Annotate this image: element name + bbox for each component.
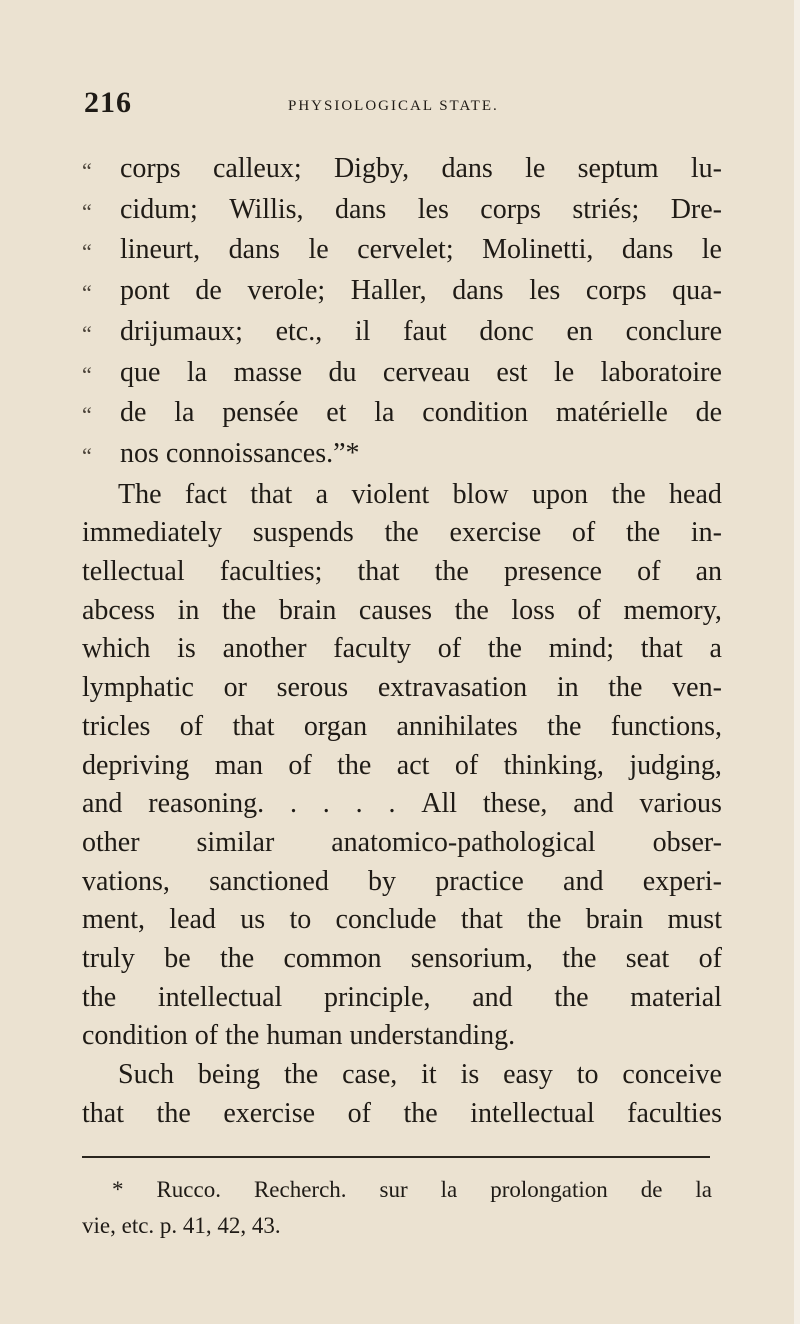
quote-line	[82, 354, 722, 395]
text-line: tricles of that organ annihilates the functions,	[82, 710, 722, 742]
quote-line	[82, 394, 722, 435]
quote-mark: “	[82, 361, 92, 387]
quote-mark: “	[82, 442, 92, 468]
quote-line-text: nos connoissances.”*	[120, 437, 360, 469]
text-line: lymphatic or serous extravasation in the ven-	[82, 672, 722, 704]
quote-line	[82, 231, 722, 272]
quote-line-text: corps calleux; Digby, dans le septum lu-	[120, 153, 722, 184]
footnote-line: vie, etc. p. 41, 42, 43.	[82, 1213, 281, 1238]
quote-line	[82, 150, 722, 191]
quote-line-text: de la pensée et la condition matérielle de	[120, 397, 722, 429]
quote-line-text: lineurt, dans le cervelet; Molinetti, dans le	[120, 234, 722, 266]
quote-line-text: drijumaux; etc., il faut donc en conclure	[120, 315, 722, 347]
quote-line-text: cidum; Willis, dans les corps striés; Dre-	[120, 193, 722, 225]
page-number: 216	[84, 86, 132, 119]
footnote	[82, 1172, 712, 1244]
text-line: and reasoning. . . . . All these, and various	[82, 788, 722, 820]
text-line: truly be the common sensorium, the seat of	[82, 943, 722, 975]
footnote-line: * Rucco. Recherch. sur la prolongation de la	[112, 1177, 712, 1202]
text-line: ment, lead us to conclude that the brain must	[82, 904, 722, 936]
text-line: Such being the case, it is easy to conceive	[118, 1059, 722, 1091]
body-text	[82, 150, 722, 1134]
quote-line	[82, 272, 722, 313]
quote-mark: “	[82, 198, 92, 224]
text-line: the intellectual principle, and the material	[82, 981, 722, 1013]
text-line: immediately suspends the exercise of the in-	[82, 517, 722, 549]
quote-line	[82, 435, 722, 476]
text-line: condition of the human understanding.	[82, 1020, 516, 1052]
footnote-rule	[82, 1156, 710, 1158]
text-line: tellectual faculties; that the presence of an	[82, 556, 722, 588]
quote-line-text: que la masse du cerveau est le laboratoire	[120, 356, 722, 388]
page-edge	[794, 0, 800, 1324]
quote-mark: “	[82, 239, 92, 265]
quote-mark: “	[82, 280, 92, 306]
running-head: PHYSIOLOGICAL STATE.	[288, 98, 499, 114]
paragraph-1	[82, 476, 722, 1057]
text-line: abcess in the brain causes the loss of memory,	[82, 594, 722, 626]
text-line: vations, sanctioned by practice and experi-	[82, 865, 722, 897]
quote-line	[82, 313, 722, 354]
page-header	[84, 86, 724, 126]
text-line: that the exercise of the intellectual faculties	[82, 1097, 722, 1129]
quote-mark: “	[82, 320, 92, 346]
text-line: which is another faculty of the mind; that a	[82, 633, 722, 665]
paragraph-2	[82, 1056, 722, 1133]
quote-line-text: pont de verole; Haller, dans les corps qua-	[120, 275, 722, 307]
text-line: depriving man of the act of thinking, judging,	[82, 749, 722, 781]
quote-block	[82, 150, 722, 476]
text-line: The fact that a violent blow upon the head	[118, 478, 722, 510]
quote-mark: “	[82, 402, 92, 428]
quote-line	[82, 191, 722, 232]
text-line: other similar anatomico-pathological obser-	[82, 826, 722, 858]
quote-mark: “	[82, 158, 92, 183]
